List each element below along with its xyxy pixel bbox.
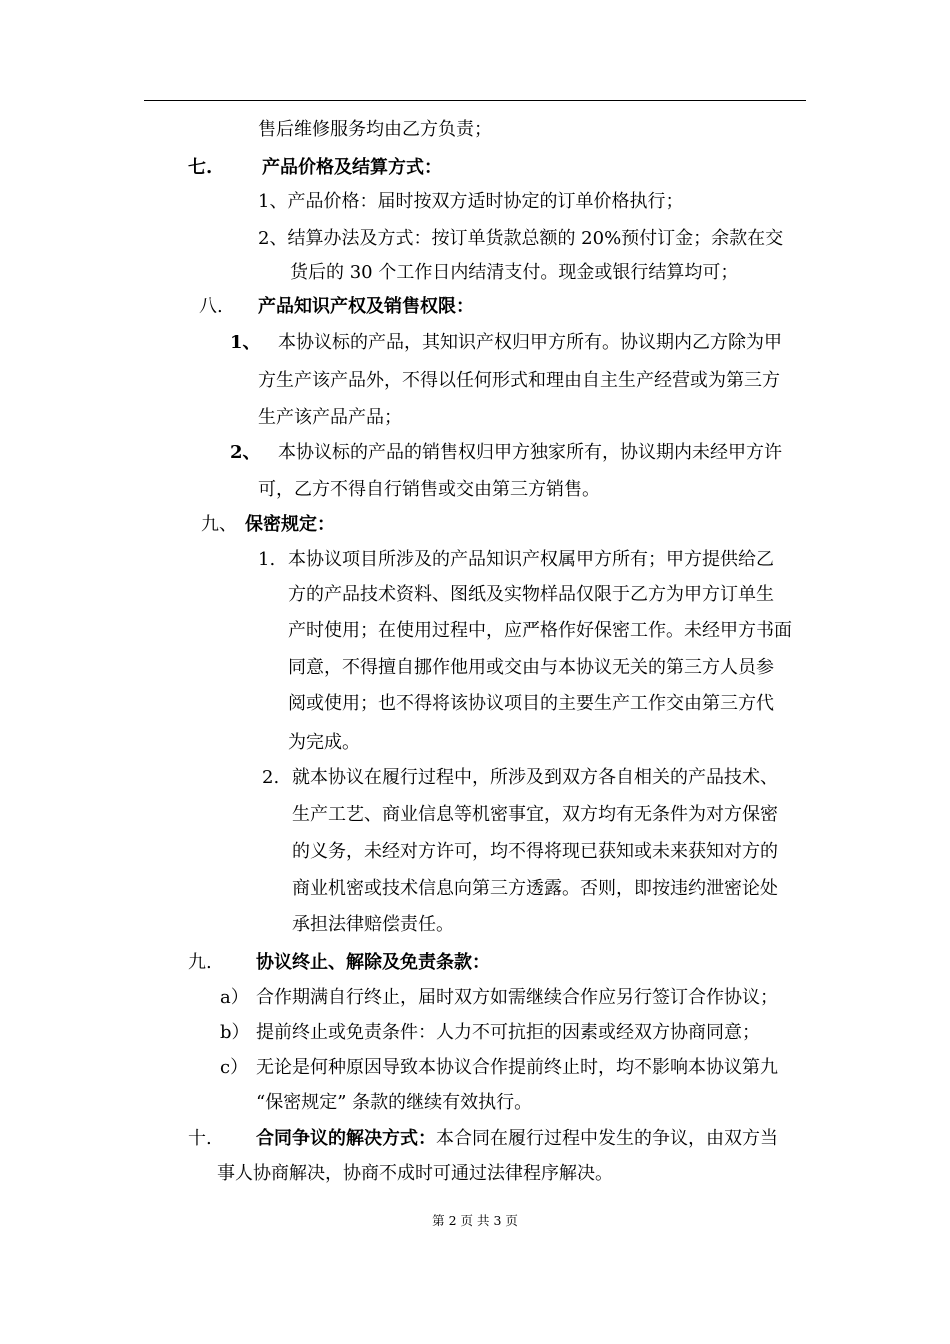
section-10-line-1-text: 本合同在履行过程中发生的争议，由双方当 (436, 1128, 778, 1149)
section-9-item-1-line-3: 产时使用；在使用过程中，应严格作好保密工作。未经甲方书面 (288, 620, 792, 641)
section-8-number: 八. (199, 296, 223, 317)
clause-a-text: 合作期满自行终止，届时双方如需继续合作应另行签订合作协议； (256, 987, 778, 1008)
section-9-item-2-line-2: 生产工艺、商业信息等机密事宜，双方均有无条件为对方保密 (292, 804, 778, 825)
section-8-item-2-line-2: 可，乙方不得自行销售或交由第三方销售。 (258, 479, 600, 500)
clause-c-label: c） (220, 1057, 249, 1078)
section-7-title: 产品价格及结算方式： (262, 157, 442, 178)
section-9-item-2-line-5: 承担法律赔偿责任。 (292, 914, 454, 935)
section-9-item-2-number: 2. (262, 767, 280, 788)
section-9-item-1-line-2: 方的产品技术资料、图纸及实物样品仅限于乙方为甲方订单生 (288, 584, 774, 605)
section-9-number: 九、 (201, 514, 237, 535)
section-10-line-2: 事人协商解决，协商不成时可通过法律程序解决。 (217, 1163, 613, 1184)
section-8-item-1-line-2: 方生产该产品外，不得以任何形式和理由自主生产经营或为第三方 (258, 370, 780, 391)
section-9-item-1-line-6: 为完成。 (288, 732, 360, 753)
section-9-item-1-line-5: 阅或使用；也不得将该协议项目的主要生产工作交由第三方代 (288, 693, 774, 714)
section-7-item-2-line-2: 货后的 30 个工作日内结清支付。现金或银行结算均可； (290, 262, 739, 283)
section-7-number: 七. (188, 157, 213, 178)
section-8-item-2-number: 2、 (230, 442, 261, 463)
section-10-number: 十. (188, 1128, 212, 1149)
clause-b-label: b） (220, 1022, 250, 1043)
clause-b-text: 提前终止或免责条件：人力不可抗拒的因素或经双方协商同意； (256, 1022, 760, 1043)
section-9-title: 保密规定： (245, 514, 335, 535)
clause-c-line-2: “保密规定” 条款的继续有效执行。 (256, 1092, 533, 1113)
section-9-item-2-line-4: 商业机密或技术信息向第三方透露。否则，即按违约泄密论处 (292, 878, 778, 899)
section-8-item-1-number: 1、 (230, 332, 261, 353)
section-8-item-2-line-1: 本协议标的产品的销售权归甲方独家所有，协议期内未经甲方许 (278, 442, 782, 463)
section-10-line-1 (256, 1126, 778, 1152)
clause-a-label: a） (220, 987, 249, 1008)
section-8-item-1-line-3: 生产该产品产品； (258, 407, 402, 428)
section-10-title: 合同争议的解决方式： (256, 1128, 436, 1149)
header-rule (144, 100, 806, 101)
section-7-item-2-line-1: 2、结算办法及方式：按订单货款总额的 20%预付订金；余款在交 (258, 228, 784, 249)
section-9-item-2-line-1: 就本协议在履行过程中，所涉及到双方各自相关的产品技术、 (292, 767, 778, 788)
section-8-item-1-line-1: 本协议标的产品，其知识产权归甲方所有。协议期内乙方除为甲 (278, 332, 782, 353)
continued-text: 售后维修服务均由乙方负责； (258, 119, 492, 140)
section-termination-number: 九. (188, 952, 212, 973)
section-9-item-1-line-1: 本协议项目所涉及的产品知识产权属甲方所有；甲方提供给乙 (288, 549, 774, 570)
section-9-item-1-line-4: 同意，不得擅自挪作他用或交由与本协议无关的第三方人员参 (288, 657, 774, 678)
section-9-item-2-line-3: 的义务，未经对方许可，均不得将现已获知或未来获知对方的 (292, 841, 778, 862)
clause-c-line-1: 无论是何种原因导致本协议合作提前终止时，均不影响本协议第九 (256, 1057, 778, 1078)
page-footer: 第 2 页 共 3 页 (432, 1213, 518, 1228)
section-8-title: 产品知识产权及销售权限： (258, 296, 474, 317)
section-7-item-1: 1、产品价格：届时按双方适时协定的订单价格执行； (258, 191, 684, 212)
section-9-item-1-number: 1. (258, 549, 276, 570)
section-termination-title: 协议终止、解除及免责条款： (256, 952, 490, 973)
